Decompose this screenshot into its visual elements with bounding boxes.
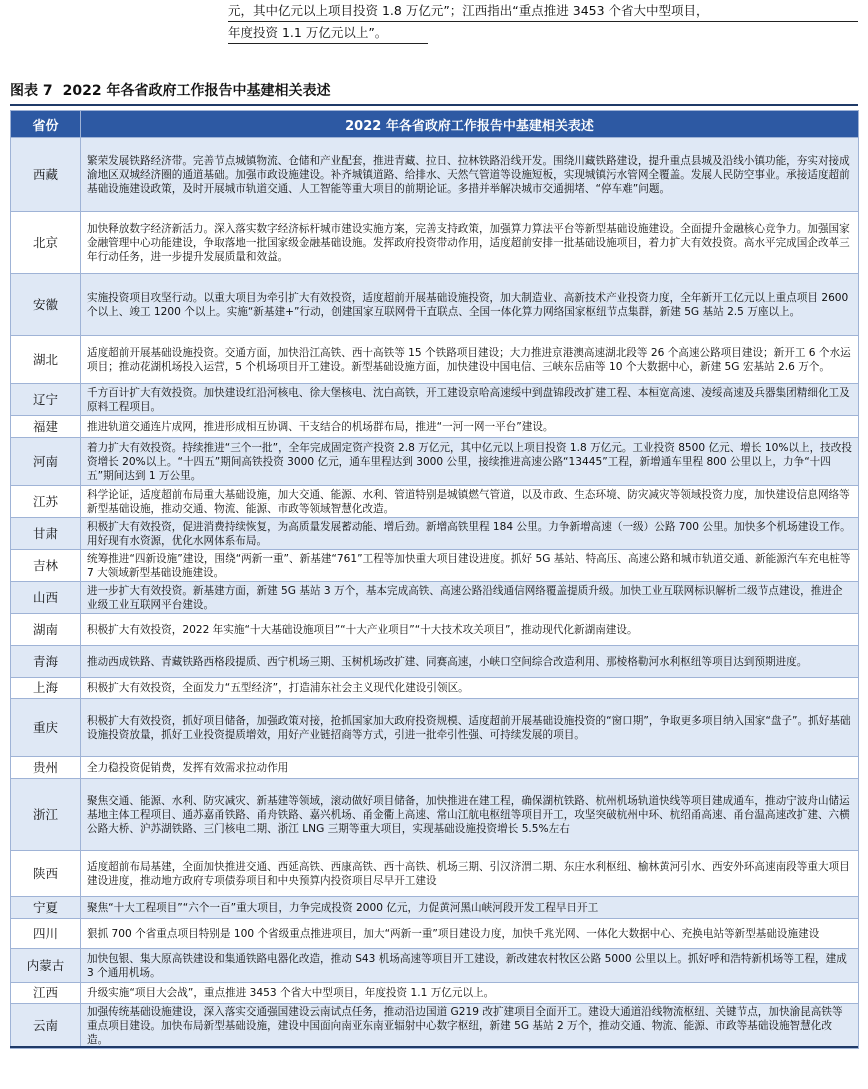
description-cell: 加快释放数字经济新活力。深入落实数字经济标杆城市建设实施方案，完善支持政策，加强算力算法平台等新型基础设施建设。全面提升金融核心竞争力。加强国家金融管理中心功能建设，争取落地一批国家级金融基础设施。发挥政府投资带动作用，适度超前安排一批基础设施项目，着力扩大有效投资。高水平完成国企改革三年行动任务，进一步提升发展质量和效益。 — [81, 212, 859, 274]
infrastructure-table — [10, 110, 859, 1049]
province-cell: 陕西 — [11, 851, 81, 897]
table-row — [11, 518, 859, 550]
description-cell: 科学论证，适度超前布局重大基础设施，加大交通、能源、水利、管道特别是城镇燃气管道，以及市政、生态环境、防灾减灾等领域投资力度，加快建设信息网络等新型基础设施，推动交通、物流、能源、市政等领域智慧化改造。 — [81, 486, 859, 518]
province-cell: 湖北 — [11, 336, 81, 384]
province-cell: 湖南 — [11, 614, 81, 646]
table-row — [11, 614, 859, 646]
province-cell: 安徽 — [11, 274, 81, 336]
figure-caption: 2022 年各省政府工作报告中基建相关表述 — [62, 83, 331, 99]
province-cell: 吉林 — [11, 550, 81, 582]
province-cell: 江西 — [11, 983, 81, 1004]
description-cell: 积极扩大有效投资，抓好项目储备，加强政策对接，抢抓国家加大政府投资规模、适度超前开展基础设施投资的“窗口期”，争取更多项目纳入国家“盘子”。抓好基础设施投资放量，抓好工业投资提质增效，用好产业链招商等方式，引进一批牵引性强、可持续发展的项目。 — [81, 699, 859, 757]
table-header-row — [11, 111, 859, 138]
intro-line-2: 年度投资 1.1 万亿元以上”。 — [228, 22, 428, 44]
description-cell: 进一步扩大有效投资。新基建方面，新建 5G 基站 3 万个，基本完成高铁、高速公路沿线通信网络覆盖提质升级。加快工业互联网标识解析二级节点建设，推进企业级工业互联网平台建设。 — [81, 582, 859, 614]
description-cell: 加快包银、集大原高铁建设和集通铁路电器化改造，推动 S43 机场高速等项目开工建设，新改建农村牧区公路 5000 公里以上。抓好呼和浩特新机场等工程，建成 3 个通用机场。 — [81, 949, 859, 983]
province-cell: 上海 — [11, 678, 81, 699]
table-row — [11, 1004, 859, 1049]
table-row — [11, 851, 859, 897]
province-cell: 西藏 — [11, 138, 81, 212]
province-cell: 辽宁 — [11, 384, 81, 416]
table-row — [11, 336, 859, 384]
province-cell: 四川 — [11, 919, 81, 949]
header-province: 省份 — [11, 111, 81, 138]
province-cell: 贵州 — [11, 757, 81, 779]
province-cell: 甘肃 — [11, 518, 81, 550]
table-row — [11, 699, 859, 757]
description-cell: 加强传统基础设施建设，深入落实交通强国建设云南试点任务，推动沿边国道 G219 改扩建项目全面开工。建设大通道沿线物流枢纽、关键节点，加快渝昆高铁等重点项目建设。加快布局新型基础设施，建设中国面向南亚东南亚辐射中心数字枢纽，新建 5G 基站 2 万个，推动交通、物流、能源、市政等基础设施智慧化改造。 — [81, 1004, 859, 1049]
province-cell: 云南 — [11, 1004, 81, 1049]
province-cell: 浙江 — [11, 779, 81, 851]
description-cell: 着力扩大有效投资。持续推进“三个一批”，全年完成固定资产投资 2.8 万亿元，其中亿元以上项目投资 1.8 万亿元。工业投资 8500 亿元、增长 10%以上，技改投资增长 20%以上。“十四五”期间高铁投资 3000 亿元，通车里程达到 3000 公里，接续推进高速公路“13445”工程，新增通车里程 800 公里以上，力争“十四五”期间达到 1 万公里。 — [81, 438, 859, 486]
intro-line-1: 元，其中亿元以上项目投资 1.8 万亿元”；江西指出“重点推进 3453 个省大中型项目， — [228, 0, 858, 22]
province-cell: 山西 — [11, 582, 81, 614]
table-row — [11, 582, 859, 614]
table-row — [11, 949, 859, 983]
table-row — [11, 274, 859, 336]
description-cell: 升级实施“项目大会战”，重点推进 3453 个省大中型项目，年度投资 1.1 万亿元以上。 — [81, 983, 859, 1004]
description-cell: 实施投资项目攻坚行动。以重大项目为牵引扩大有效投资，适度超前开展基础设施投资，加大制造业、高新技术产业投资力度，全年新开工亿元以上重点项目 2600 个以上、竣工 1200 个以上。实施“新基建+”行动，创建国家互联网骨干直联点、全国一体化算力网络国家枢纽节点集群，新建 5G 基站 2.5 万座以上。 — [81, 274, 859, 336]
description-cell: 积极扩大有效投资，全面发力“五型经济”，打造浦东社会主义现代化建设引领区。 — [81, 678, 859, 699]
figure-title — [10, 80, 340, 100]
table-row — [11, 779, 859, 851]
description-cell: 推进轨道交通连片成网，推进形成相互协调、干支结合的机场群布局，推进“一河一网一平台”建设。 — [81, 416, 859, 438]
table-row — [11, 212, 859, 274]
table-row — [11, 138, 859, 212]
province-cell: 北京 — [11, 212, 81, 274]
table-row — [11, 757, 859, 779]
description-cell: 聚焦交通、能源、水利、防灾减灾、新基建等领域，滚动做好项目储备，加快推进在建工程，确保湖杭铁路、杭州机场轨道快线等项目建成通车，推动宁波舟山储运基地主体工程项目、通苏嘉甬铁路、甬舟铁路、嘉兴机场、甬金衢上高速、常山江航电枢纽等项目开工，攻坚突破杭州中环、杭绍甬高速、甬台温高速改扩建、六横公路大桥、沪苏湖铁路、三门核电二期、浙江 LNG 三期等重大项目，实现基础设施投资增长 5.5%左右 — [81, 779, 859, 851]
table-row — [11, 416, 859, 438]
description-cell: 千方百计扩大有效投资。加快建设红沿河核电、徐大堡核电、沈白高铁，开工建设京哈高速绥中到盘锦段改扩建工程、本桓宽高速、凌绥高速及兵器集团精细化工及原料工程项目。 — [81, 384, 859, 416]
description-cell: 全力稳投资促销费，发挥有效需求拉动作用 — [81, 757, 859, 779]
intro-paragraph — [228, 0, 858, 44]
table-row — [11, 919, 859, 949]
province-cell: 江苏 — [11, 486, 81, 518]
table-row — [11, 897, 859, 919]
header-description: 2022 年各省政府工作报告中基建相关表述 — [81, 111, 859, 138]
description-cell: 适度超前布局基建，全面加快推进交通、西延高铁、西康高铁、西十高铁、机场三期、引汉济渭二期、东庄水利枢纽、榆林黄河引水、西安外环高速南段等重大项目建设进度，推动地方政府专项债券项目和中央预算内投资项目尽早开工建设 — [81, 851, 859, 897]
top-rule — [10, 104, 858, 106]
table-row — [11, 384, 859, 416]
table-row — [11, 486, 859, 518]
description-cell: 积极扩大有效投资，2022 年实施“十大基础设施项目”“十大产业项目”“十大技术攻关项目”，推动现代化新湖南建设。 — [81, 614, 859, 646]
province-cell: 宁夏 — [11, 897, 81, 919]
table-row — [11, 646, 859, 678]
description-cell: 推动西成铁路、青藏铁路西格段提质、西宁机场三期、玉树机场改扩建、同赛高速，小峡口空间综合改造利用、那棱格勒河水利枢纽等项目达到预期进度。 — [81, 646, 859, 678]
description-cell: 狠抓 700 个省重点项目特别是 100 个省级重点推进项目，加大“两新一重”项目建设力度，加快千兆光网、一体化大数据中心、充换电站等新型基础设施建设 — [81, 919, 859, 949]
province-cell: 内蒙古 — [11, 949, 81, 983]
description-cell: 适度超前开展基础设施投资。交通方面，加快沿江高铁、西十高铁等 15 个铁路项目建设；大力推进京港澳高速湖北段等 26 个高速公路项目建设；新开工 6 个水运项目；推动花湖机场投入运营，5 个机场项目开工建设。新型基础设施方面，加快建设中国电信、三峡东岳庙等 10 个大数据中心，新建 5G 宏基站 2.6 万个。 — [81, 336, 859, 384]
table-row — [11, 983, 859, 1004]
description-cell: 繁荣发展铁路经济带。完善节点城镇物流、仓储和产业配套，推进青藏、拉日、拉林铁路沿线开发。围绕川藏铁路建设，提升重点县城及沿线小镇功能，夯实对接成渝地区双城经济圈的通道基础。加强市政设施建设。补齐城镇道路、给排水、天然气管道等设施短板，实现城镇污水管网全覆盖。发展人民防空事业。承接适度超前基础设施建设政策，及时开展城市轨道交通、人工智能等重大项目的前期论证。多措并举解决城市交通拥堵、“停车难”问题。 — [81, 138, 859, 212]
province-cell: 青海 — [11, 646, 81, 678]
table-row — [11, 550, 859, 582]
province-cell: 河南 — [11, 438, 81, 486]
table-row — [11, 438, 859, 486]
bottom-rule — [10, 1046, 858, 1048]
description-cell: 聚焦“十大工程项目”“六个一百”重大项目，力争完成投资 2000 亿元，力促黄河黑山峡河段开发工程早日开工 — [81, 897, 859, 919]
province-cell: 重庆 — [11, 699, 81, 757]
description-cell: 统筹推进“四新设施”建设，围绕“两新一重”、新基建“761”工程等加快重大项目建设进度。抓好 5G 基站、特高压、高速公路和城市轨道交通、新能源汽车充电桩等 7 大领域新型基础设施建设。 — [81, 550, 859, 582]
figure-label: 图表 7 — [10, 83, 53, 99]
province-cell: 福建 — [11, 416, 81, 438]
table-row — [11, 678, 859, 699]
description-cell: 积极扩大有效投资，促进消费持续恢复，为高质量发展蓄动能、增后劲。新增高铁里程 184 公里。力争新增高速（一级）公路 700 公里。加快多个机场建设工作。用好现有水资源，优化水网体系布局。 — [81, 518, 859, 550]
